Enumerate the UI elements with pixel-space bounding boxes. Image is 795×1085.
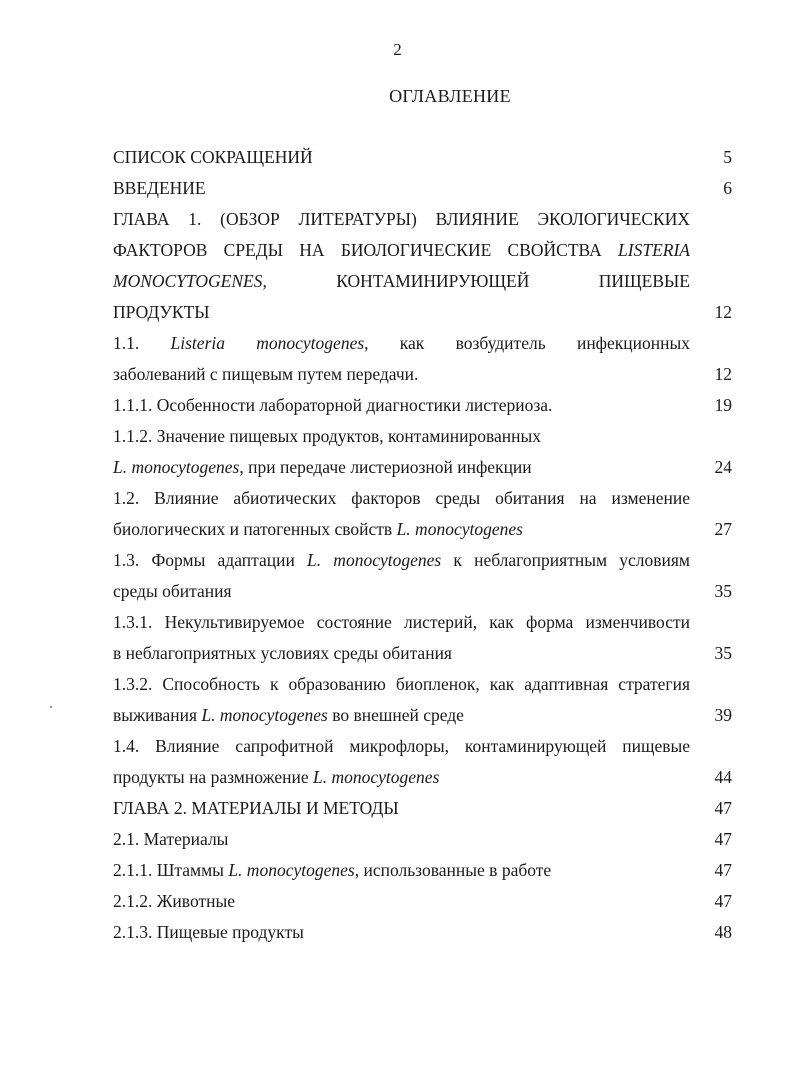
toc-line: [113, 390, 552, 421]
toc-line: [113, 235, 690, 266]
toc-line-text: ФАКТОРОВ СРЕДЫ НА БИОЛОГИЧЕСКИЕ СВОЙСТВА: [113, 240, 619, 260]
toc-line: [113, 545, 690, 576]
toc-line-text: 1.4. Влияние сапрофитной микрофлоры, контаминирующей пищевые: [113, 736, 690, 756]
toc-page-number: 47: [714, 798, 732, 818]
toc-line-text: , как возбудитель инфекционных: [364, 333, 691, 353]
toc-page-number: 35: [714, 643, 732, 663]
toc-line-italic: LISTERIA: [618, 240, 690, 260]
toc-line-text: продукты на размножение: [113, 767, 314, 787]
toc-line: [113, 359, 418, 390]
toc-line-text: 1.3. Формы адаптации: [113, 550, 308, 570]
toc-line-text: , при передаче листериозной инфекции: [239, 457, 532, 477]
toc-page-number: 6: [723, 178, 732, 198]
toc-line: [113, 855, 551, 886]
toc-line-text: биологических и патогенных свойств: [113, 519, 397, 539]
toc-line-text: ПРОДУКТЫ: [113, 302, 210, 322]
toc-line-text: во внешней среде: [327, 705, 464, 725]
toc-line-text: 1.1.: [113, 333, 171, 353]
toc-line: [113, 793, 399, 824]
toc-line-text: выживания: [113, 705, 202, 725]
scan-speck: [50, 706, 52, 708]
toc-line: [113, 824, 228, 855]
toc-line-italic: L. monocytogenes: [113, 457, 240, 477]
toc-page-number: 27: [714, 519, 732, 539]
toc-title: ОГЛАВЛЕНИЕ: [389, 86, 511, 106]
toc-line: [113, 483, 690, 514]
toc-line: [113, 514, 523, 545]
toc-page-number: 48: [714, 922, 732, 942]
toc-line-text: 1.3.1. Некультивируемое состояние листерий, как форма изменчивости: [113, 612, 690, 632]
toc-line-italic: L. monocytogenes: [307, 550, 442, 570]
toc-line: [113, 700, 464, 731]
toc-line: [113, 762, 439, 793]
toc-line-text: 2.1.2. Животные: [113, 891, 235, 911]
toc-line-text: , использованные в работе: [354, 860, 552, 880]
toc-line-text: 2.1.3. Пищевые продукты: [113, 922, 304, 942]
toc-line-text: в неблагоприятных условиях среды обитания: [113, 643, 452, 663]
toc-line: [113, 576, 232, 607]
toc-line-italic: L. monocytogenes: [313, 767, 440, 787]
toc-line-text: 1.3.2. Способность к образованию биопленок, как адаптивная стратегия: [113, 674, 690, 694]
toc-line: [113, 421, 541, 452]
toc-line: [113, 297, 210, 328]
toc-line-italic: L. monocytogenes: [228, 860, 355, 880]
toc-line: [113, 173, 206, 204]
toc-line-text: , КОНТАМИНИРУЮЩЕЙ ПИЩЕВЫЕ: [262, 271, 690, 291]
toc-page-number: 5: [723, 147, 732, 167]
toc-line: [113, 328, 690, 359]
toc-page-number: 44: [714, 767, 732, 787]
toc-page-number: 19: [714, 395, 732, 415]
toc-line: [113, 886, 235, 917]
toc-line-italic: MONOCYTOGENES: [113, 271, 263, 291]
toc-line-italic: L. monocytogenes: [201, 705, 328, 725]
toc-line-text: 2.1. Материалы: [113, 829, 229, 849]
toc-line-text: 1.2. Влияние абиотических факторов среды обитания на изменение: [113, 488, 690, 508]
toc-page-number: 12: [714, 364, 732, 384]
toc-page-number: 47: [714, 891, 732, 911]
toc-line-italic: L. monocytogenes: [396, 519, 523, 539]
toc-line-text: СПИСОК СОКРАЩЕНИЙ: [113, 147, 313, 167]
toc-line: [113, 731, 690, 762]
toc-line-text: 1.1.1. Особенности лабораторной диагностики листериоза.: [113, 395, 553, 415]
toc-line: [113, 669, 690, 700]
toc-line: [113, 452, 532, 483]
toc-line-text: ВВЕДЕНИЕ: [113, 178, 206, 198]
toc-line-text: ГЛАВА 2. МАТЕРИАЛЫ И МЕТОДЫ: [113, 798, 399, 818]
toc-line: [113, 142, 313, 173]
toc-line: [113, 917, 304, 948]
toc-line-text: 1.1.2. Значение пищевых продуктов, контаминированных: [113, 426, 542, 446]
toc-line-text: среды обитания: [113, 581, 232, 601]
toc-page-number: 35: [714, 581, 732, 601]
toc-page-number: 12: [714, 302, 732, 322]
toc-line-text: заболеваний с пищевым путем передачи.: [113, 364, 419, 384]
toc-line-text: ГЛАВА 1. (ОБЗОР ЛИТЕРАТУРЫ) ВЛИЯНИЕ ЭКОЛОГИЧЕСКИХ: [113, 209, 690, 229]
toc-page-number: 47: [714, 829, 732, 849]
toc-line: [113, 204, 690, 235]
toc-page-number: 39: [714, 705, 732, 725]
toc-line: [113, 607, 690, 638]
toc-line-text: к неблагоприятным условиям: [441, 550, 690, 570]
page-number: 2: [393, 40, 402, 59]
toc-page-number: 47: [714, 860, 732, 880]
toc-line: [113, 266, 690, 297]
toc-line: [113, 638, 452, 669]
toc-line-italic: Listeria monocytogenes: [170, 333, 365, 353]
toc-line-text: 2.1.1. Штаммы: [113, 860, 229, 880]
toc-page-number: 24: [714, 457, 732, 477]
